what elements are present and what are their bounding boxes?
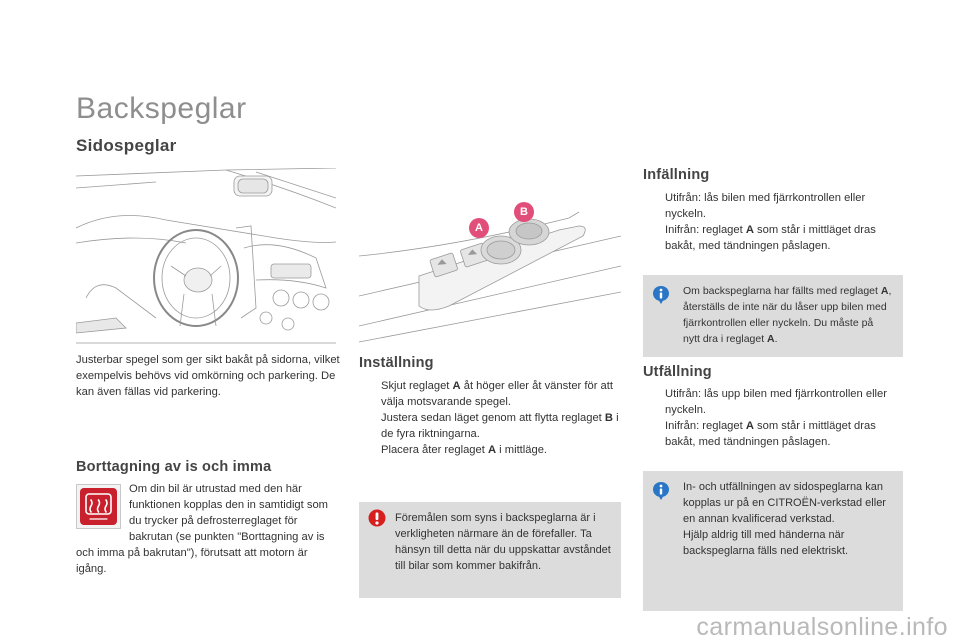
info-icon [652,481,670,501]
list-item: Utifrån: lås bilen med fjärrkontrollen eller nyckeln. [665,192,866,220]
defrost-text: Om din bil är utrustad med den här funktionen kopplas den in samtidigt som du trycker på defrosterreglaget för bakrutan (se punkten "Borttagning av is och imma på bakrutan"), förutsatt att motorn är igång. [76,483,329,575]
intro-text: Justerbar spegel som ger sikt bakåt på sidorna, vilket exempelvis behövs vid omkörning och parkering. De kan även fällas vid parkering. [76,354,340,398]
warning-text: Föremålen som syns i backspeglarna är i verkligheten närmare än de förefaller. Ta hänsyn till detta när du uppskattar avståndet till bilar som kommer bakifrån. [395,512,611,572]
list-item: Justera sedan läget genom att flytta reglaget B i de fyra riktningarna. [381,412,619,440]
warning-icon [368,509,386,529]
infallning-heading: Infällning [643,167,710,183]
installning-list [359,378,624,458]
utfallning-heading: Utfällning [643,364,712,380]
label-a-marker: A [469,218,489,238]
info-text-hands: Hjälp aldrig till med händerna när backspeglarna fälls ned elektriskt. [683,529,849,557]
rear-defrost-icon [76,484,121,529]
list-item: Inifrån: reglaget A som står i mittläget dras bakåt, med tändningen påslagen. [665,420,876,448]
list-item: Utifrån: lås upp bilen med fjärrkontrollen eller nyckeln. [665,388,887,416]
label-b-marker: B [514,202,534,222]
list-item: Inifrån: reglaget A som står i mittläget dras bakåt, med tändningen påslagen. [665,224,876,252]
list-item: Skjut reglaget A åt höger eller åt vänster för att välja motsvarande spegel. [381,380,613,408]
defrost-heading: Borttagning av is och imma [76,459,272,475]
info-icon [652,285,670,305]
utfallning-list [643,386,905,450]
info-text-workshop: In- och utfällningen av sidospeglarna kan kopplas ur på en CITROËN-verkstad eller en annan kvalificerad verkstad. [683,481,886,525]
warning-box [359,502,621,598]
rear-defrost-icon-face [80,488,117,525]
installning-heading: Inställning [359,355,434,371]
page-title: Backspeglar [76,92,247,125]
info-box-restore: Om backspeglarna har fällts med reglaget A, återställs de inte när du låser upp bilen med fjärrkontrollen eller nyckeln. Du måste på nytt dra i reglaget A. [643,275,903,357]
list-item: Placera åter reglaget A i mittläge. [381,444,548,456]
infallning-list [643,190,905,254]
mirror-control-illustration [359,196,621,344]
info-box-workshop [643,471,903,611]
watermark: carmanualsonline.info [696,613,948,640]
section-title: Sidospeglar [76,136,177,155]
dashboard-illustration [76,168,336,344]
